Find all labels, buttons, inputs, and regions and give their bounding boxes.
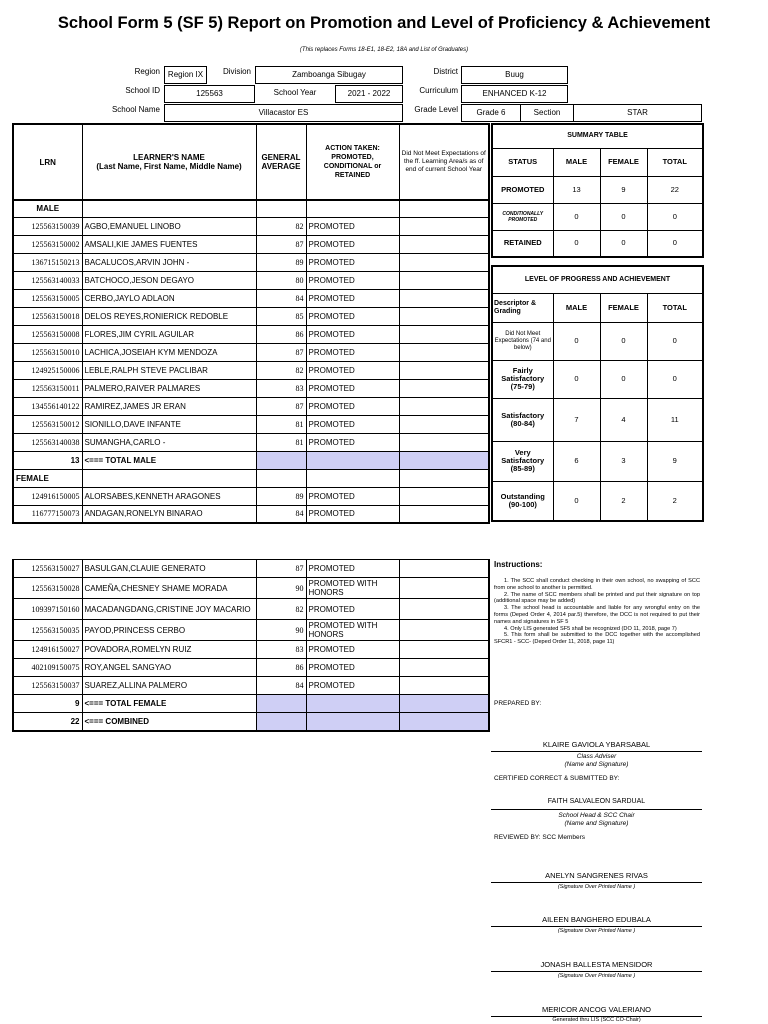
col-name [82,124,256,200]
progress-female: 0 [600,360,647,398]
learner-lrn: 125563150028 [13,578,82,599]
not-met-cell [399,307,489,325]
general-average: 89 [256,487,306,505]
col-name-title: LEARNER'S NAME [133,153,205,162]
learner-name: ALORSABES,KENNETH ARAGONES [82,487,256,505]
progress-row [492,322,703,360]
general-average: 90 [256,578,306,599]
action-taken: PROMOTED [306,343,399,361]
action-taken: PROMOTED [306,289,399,307]
table-row [13,271,489,289]
progress-row [492,398,703,441]
adviser-sub: (Name and Signature) [564,761,629,768]
summary-total: 22 [647,176,703,203]
table-row [13,343,489,361]
not-met-cell [399,271,489,289]
learner-lrn: 125563140038 [13,433,82,451]
school-name-value: Villacastor ES [164,104,403,122]
general-average: 80 [256,271,306,289]
col-lrn: LRN [13,124,82,200]
member-sub: (Signature Over Printed Name ) [557,884,636,890]
progress-table [491,265,704,522]
progress-total: 2 [647,481,703,521]
progress-total: 0 [647,360,703,398]
general-average: 81 [256,433,306,451]
col-not-met: Did Not Meet Expectations of the ff. Learning Area/s as of end of current School Year [399,124,489,200]
not-met-cell [399,361,489,379]
action-taken: PROMOTED [306,677,399,695]
summary-header-total: TOTAL [647,148,703,176]
learner-lrn: 125563150010 [13,343,82,361]
table-row [13,289,489,307]
learner-lrn: 109397150160 [13,599,82,620]
summary-status: PROMOTED [492,176,553,203]
learner-name: ROY,ANGEL SANGYAO [82,659,256,677]
school-id-value: 125563 [164,85,255,103]
learners-table [12,123,490,524]
learner-lrn: 125563150027 [13,560,82,578]
male-section-label: MALE [13,200,82,217]
summary-header-female: FEMALE [600,148,647,176]
action-taken: PROMOTED [306,379,399,397]
summary-female: 0 [600,230,647,257]
summary-row [492,230,703,257]
section-value: STAR [573,104,702,122]
action-taken: PROMOTED [306,433,399,451]
progress-row [492,481,703,521]
learner-lrn: 136715150213 [13,253,82,271]
progress-male: 6 [553,441,600,481]
summary-male: 0 [553,203,600,230]
division-label: Division [222,67,251,76]
summary-header-male: MALE [553,148,600,176]
progress-total: 9 [647,441,703,481]
adviser-name: KLAIRE GAVIOLA YBARSABAL [542,740,651,749]
learner-name: ANDAGAN,RONELYN BINARAO [82,505,256,523]
not-met-cell [399,397,489,415]
col-action: ACTION TAKEN: PROMOTED, CONDITIONAL or RETAINED [306,124,399,200]
female-total-label: <=== TOTAL FEMALE [82,695,256,713]
combined-total-label: <=== COMBINED [82,713,256,731]
action-taken: PROMOTED [306,659,399,677]
general-average: 90 [256,620,306,641]
page-subtitle: (This replaces Forms 18-E1, 18-E2, 18A and List of Graduates) [299,47,469,53]
general-average: 82 [256,599,306,620]
action-taken: PROMOTED [306,307,399,325]
curriculum-value: ENHANCED K-12 [461,85,568,103]
summary-status: CONDITIONALLY PROMOTED [492,203,553,230]
progress-row [492,441,703,481]
learner-lrn: 125563150012 [13,415,82,433]
table-row [13,415,489,433]
learner-lrn: 124916150027 [13,641,82,659]
action-taken: PROMOTED [306,397,399,415]
general-average: 81 [256,415,306,433]
not-met-cell [399,487,489,505]
general-average: 87 [256,560,306,578]
last-member-sub: Generated thru LIS (SCC CO-Chair) [552,1017,641,1023]
learner-name: PAYOD,PRINCESS CERBO [82,620,256,641]
member-sub: (Signature Over Printed Name ) [557,973,636,979]
learner-lrn: 116777150073 [13,505,82,523]
member-signature-line [491,926,702,927]
general-average: 83 [256,641,306,659]
progress-header-male: MALE [553,293,600,322]
learner-name: SUAREZ,ALLINA PALMERO [82,677,256,695]
general-average: 84 [256,289,306,307]
region-label: Region [134,67,160,76]
member-name: JONASH BALLESTA MENSIDOR [540,960,653,969]
learner-name: BATCHOCO,JESON DEGAYO [82,271,256,289]
not-met-cell [399,659,489,677]
school-year-label: School Year [273,88,317,97]
not-met-cell [399,599,489,620]
not-met-cell [399,578,489,599]
action-taken: PROMOTED [306,361,399,379]
progress-female: 2 [600,481,647,521]
learner-name: LEBLE,RALPH STEVE PACLIBAR [82,361,256,379]
table-row [13,578,489,599]
learner-lrn: 125563140033 [13,271,82,289]
action-taken: PROMOTED [306,235,399,253]
learner-lrn: 124916150005 [13,487,82,505]
progress-header-total: TOTAL [647,293,703,322]
learner-lrn: 125563150008 [13,325,82,343]
learner-name: CERBO,JAYLO ADLAON [82,289,256,307]
general-average: 86 [256,659,306,677]
learner-name: MACADANGDANG,CRISTINE JOY MACARIO [82,599,256,620]
reviewed-label: REVIEWED BY: SCC Members [494,834,586,841]
learner-lrn: 125563150039 [13,217,82,235]
learner-name: RAMIREZ,JAMES JR ERAN [82,397,256,415]
table-row [13,433,489,451]
learner-lrn: 125563150018 [13,307,82,325]
general-average: 83 [256,379,306,397]
learner-name: SUMANGHA,CARLO - [82,433,256,451]
general-average: 87 [256,235,306,253]
adviser-signature-line [491,751,702,752]
member-name: AILEEN BANGHERO EDUBALA [542,915,651,924]
head-role: School Head & SCC Chair [558,812,635,819]
learner-lrn: 125563150037 [13,677,82,695]
general-average: 86 [256,325,306,343]
region-value: Region IX [164,66,207,84]
instructions-title: Instructions: [494,560,543,569]
learner-name: BACALUCOS,ARVIN JOHN - [82,253,256,271]
grade-level-label: Grade Level [414,105,458,114]
summary-title: SUMMARY TABLE [492,124,703,148]
not-met-cell [399,253,489,271]
instruction-item: 5. This form shall be submitted to the DCC together with the accomplished SFCR1 - SCC- (Deped Order 11, 2018, page 11) [494,632,700,646]
progress-total: 0 [647,322,703,360]
male-total-label: <=== TOTAL MALE [82,451,256,469]
instructions-list [494,578,700,646]
adviser-role: Class Adviser [576,753,617,760]
not-met-cell [399,505,489,523]
general-average: 89 [256,253,306,271]
division-value: Zamboanga Sibugay [255,66,403,84]
general-average: 87 [256,343,306,361]
learner-name: DELOS REYES,RONIERICK REDOBLE [82,307,256,325]
not-met-cell [399,379,489,397]
table-row [13,379,489,397]
learner-name: BASULGAN,CLAUIE GENERATO [82,560,256,578]
member-sub: (Signature Over Printed Name ) [557,928,636,934]
last-member-name: MERICOR ANCOG VALERIANO [541,1005,652,1014]
progress-descriptor: Fairly Satisfactory (75-79) [492,360,553,398]
general-average: 87 [256,397,306,415]
learner-lrn: 124925150006 [13,361,82,379]
learner-lrn: 402109150075 [13,659,82,677]
summary-total: 0 [647,203,703,230]
instruction-item: 2. The name of SCC members shall be printed and put their signature on top (additional space may be added) [494,591,700,605]
learner-lrn: 125563150002 [13,235,82,253]
instruction-item: 1. The SCC shall conduct checking in their own school, no swapping of SCC from one school to another is permitted. [494,578,700,591]
female-total-count: 9 [13,695,82,713]
female-section-label: FEMALE [13,469,82,487]
not-met-cell [399,325,489,343]
table-row [13,217,489,235]
table-row [13,361,489,379]
progress-male: 0 [553,481,600,521]
progress-total: 11 [647,398,703,441]
learner-name: AMSALI,KIE JAMES FUENTES [82,235,256,253]
table-row [13,397,489,415]
learner-lrn: 125563150011 [13,379,82,397]
action-taken: PROMOTED [306,325,399,343]
instruction-item: 3. The school head is accountable and liable for any wrongful entry on the forms (Deped Order 4, 2014 par.5) therefore, the DCC is not required to put their names and signatures in SF 5 [494,605,700,625]
action-taken: PROMOTED [306,560,399,578]
general-average: 82 [256,217,306,235]
table-row [13,560,489,578]
progress-row [492,360,703,398]
table-row [13,659,489,677]
action-taken: PROMOTED [306,487,399,505]
action-taken: PROMOTED WITH HONORS [306,620,399,641]
not-met-cell [399,343,489,361]
learner-lrn: 125563150035 [13,620,82,641]
not-met-cell [399,217,489,235]
school-year-value: 2021 - 2022 [335,85,403,103]
progress-descriptor: Very Satisfactory (85-89) [492,441,553,481]
not-met-cell [399,620,489,641]
learner-name: POVADORA,ROMELYN RUIZ [82,641,256,659]
progress-header-desc: Descriptor & Grading [492,293,553,322]
progress-female: 0 [600,322,647,360]
progress-male: 0 [553,360,600,398]
member-signature-line [491,882,702,883]
progress-descriptor: Satisfactory (80-84) [492,398,553,441]
summary-table [491,123,704,258]
district-label: District [433,67,458,76]
progress-descriptor: Outstanding (90-100) [492,481,553,521]
table-row [13,253,489,271]
learner-lrn: 134556140122 [13,397,82,415]
col-avg: GENERAL AVERAGE [256,124,306,200]
school-name-label: School Name [111,105,160,114]
progress-header-female: FEMALE [600,293,647,322]
progress-female: 4 [600,398,647,441]
action-taken: PROMOTED [306,505,399,523]
summary-row [492,176,703,203]
progress-female: 3 [600,441,647,481]
progress-title: LEVEL OF PROGRESS AND ACHIEVEMENT [492,266,703,293]
table-row [13,325,489,343]
table-row [13,487,489,505]
school-id-label: School ID [125,86,160,95]
table-row [13,677,489,695]
not-met-cell [399,641,489,659]
learner-name: PALMERO,RAIVER PALMARES [82,379,256,397]
head-sub: (Name and Signature) [564,820,629,827]
summary-status: RETAINED [492,230,553,257]
section-label: Section [521,104,573,122]
progress-male: 0 [553,322,600,360]
district-value: Buug [461,66,568,84]
action-taken: PROMOTED [306,599,399,620]
member-name: ANELYN SANGRENES RIVAS [545,871,648,880]
summary-female: 9 [600,176,647,203]
action-taken: PROMOTED [306,217,399,235]
not-met-cell [399,289,489,307]
col-name-sub: (Last Name, First Name, Middle Name) [96,162,242,171]
general-average: 82 [256,361,306,379]
learner-lrn: 125563150005 [13,289,82,307]
summary-female: 0 [600,203,647,230]
member-signature-line [491,971,702,972]
head-name: FAITH SALVALEON SARDUAL [547,798,646,805]
summary-total: 0 [647,230,703,257]
table-row [13,641,489,659]
not-met-cell [399,560,489,578]
not-met-cell [399,235,489,253]
table-row [13,620,489,641]
not-met-cell [399,433,489,451]
action-taken: PROMOTED [306,415,399,433]
certified-label: CERTIFIED CORRECT & SUBMITTED BY: [494,775,620,782]
learners-table-continued [12,559,490,732]
summary-male: 0 [553,230,600,257]
head-signature-line [491,809,702,810]
learner-name: AGBO,EMANUEL LINOBO [82,217,256,235]
action-taken: PROMOTED WITH HONORS [306,578,399,599]
summary-header-status: STATUS [492,148,553,176]
learner-name: FLORES,JIM CYRIL AGUILAR [82,325,256,343]
general-average: 84 [256,677,306,695]
action-taken: PROMOTED [306,253,399,271]
general-average: 84 [256,505,306,523]
progress-male: 7 [553,398,600,441]
summary-row [492,203,703,230]
male-total-count: 13 [13,451,82,469]
not-met-cell [399,415,489,433]
table-row [13,307,489,325]
table-row [13,599,489,620]
action-taken: PROMOTED [306,271,399,289]
summary-male: 13 [553,176,600,203]
prepared-by-label: PREPARED BY: [494,700,542,707]
table-row [13,505,489,523]
not-met-cell [399,677,489,695]
action-taken: PROMOTED [306,641,399,659]
page-title: School Form 5 (SF 5) Report on Promotion and Level of Proficiency & Achievement [57,14,711,32]
learner-name: SIONILLO,DAVE INFANTE [82,415,256,433]
instruction-item: 4. Only LIS generated SF5 shall be recognized (DO 11, 2018, page 7) [504,625,677,632]
general-average: 85 [256,307,306,325]
table-row [13,235,489,253]
grade-level-value: Grade 6 [461,104,521,122]
learner-name: CAMEÑA,CHESNEY SHAME MORADA [82,578,256,599]
learner-name: LACHICA,JOSEIAH KYM MENDOZA [82,343,256,361]
combined-total-count: 22 [13,713,82,731]
progress-descriptor: Did Not Meet Expectations (74 and below) [492,322,553,360]
curriculum-label: Curriculum [419,86,458,95]
